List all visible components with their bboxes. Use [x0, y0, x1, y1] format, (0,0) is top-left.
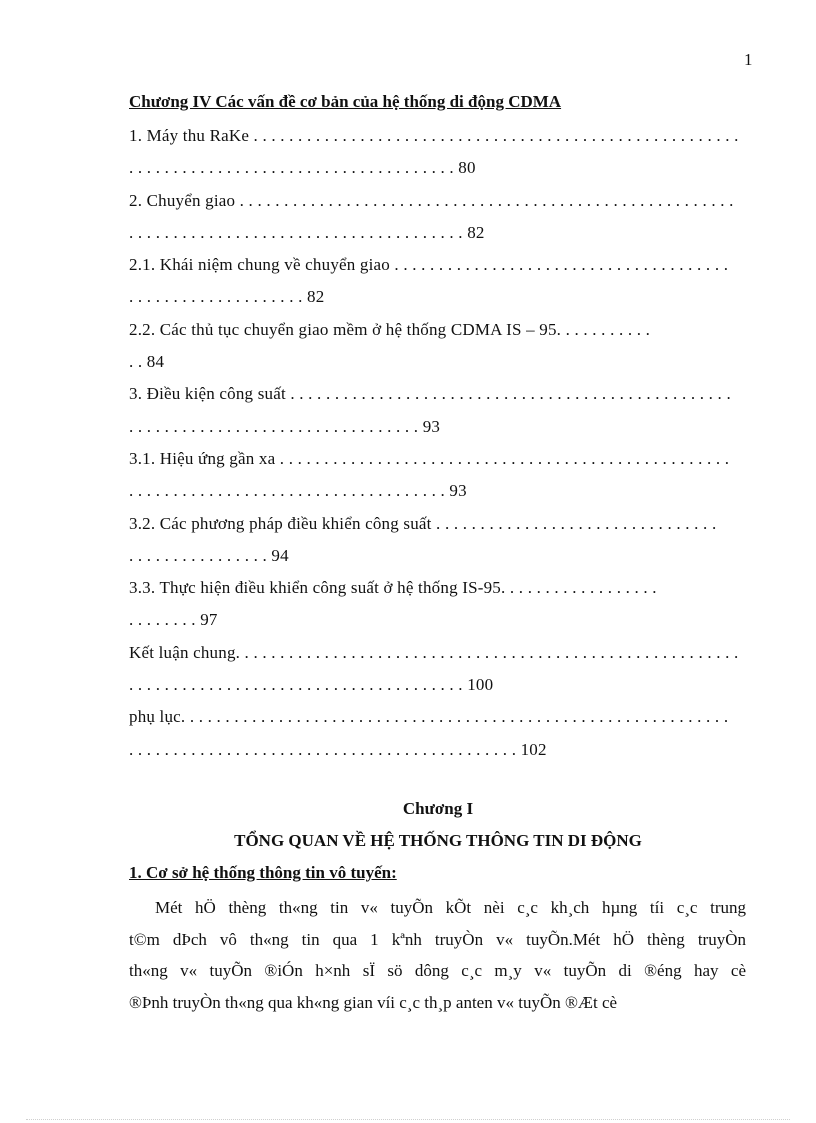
toc-line: 3.2. Các phương pháp điều khiển công suất . . . . . . . . . . . . . . . . . . . . . . . . . . . . . . . . [129, 513, 717, 533]
body-line: ®Þnh truyÒn th«ng qua kh«ng gian víi c¸c th¸p anten v« tuyÕn ®Æt cè [129, 992, 618, 1012]
toc-line: 3.3. Thực hiện điều khiển công suất ở hệ thống IS-95. . . . . . . . . . . . . . . . . . [129, 578, 657, 598]
body-line: th«ng v« tuyÕn ®iÓn h×nh sÏ sö dông c¸c m¸y v« tuyÕn di ®éng hay cè [129, 961, 746, 980]
toc-line: . . . . . . . . . . . . . . . . 94 [129, 545, 289, 565]
toc-line: . . . . . . . . . . . . . . . . . . . . . . . . . . . . . . . . . . . . . . 82 [129, 222, 485, 242]
toc-line: 2.1. Khái niệm chung về chuyển giao . . . . . . . . . . . . . . . . . . . . . . . . . . . . . . . . . . . . . . [129, 255, 729, 275]
toc-line: 3.1. Hiệu ứng gần xa . . . . . . . . . . . . . . . . . . . . . . . . . . . . . . . . . . . . . . . . . . . . . . . . . . . [129, 448, 730, 468]
toc-line: phụ lục. . . . . . . . . . . . . . . . . . . . . . . . . . . . . . . . . . . . . . . . . . . . . . . . . . . . . . . . . . . . . . [129, 707, 729, 727]
toc-line: . . . . . . . . . . . . . . . . . . . . . . . . . . . . . . . . . . . . . 80 [129, 158, 476, 178]
section-body [129, 892, 746, 1018]
toc-line: . . . . . . . . 97 [129, 610, 218, 630]
toc-line: 2. Chuyển giao . . . . . . . . . . . . . . . . . . . . . . . . . . . . . . . . . . . . . . . . . . . . . . . . . . . . . . . . [129, 190, 734, 210]
body-line: t©m dÞch vô th«ng tin qua 1 kªnh truyÒn v« tuyÕn.Mét hÖ thèng truyÒn [129, 929, 746, 949]
toc-line: . . . . . . . . . . . . . . . . . . . . . . . . . . . . . . . . . . . . . . . . . . . . 102 [129, 739, 547, 759]
toc-line: 2.2. Các thủ tục chuyển giao mềm ở hệ thống CDMA IS – 95. . . . . . . . . . . [129, 319, 651, 339]
toc-line: . . . . . . . . . . . . . . . . . . . . . . . . . . . . . . . . . . . . 93 [129, 481, 467, 501]
page-bottom-divider [26, 1119, 790, 1120]
toc-line: . . 84 [129, 352, 165, 372]
chapter-subtitle: TỔNG QUAN VỀ HỆ THỐNG THÔNG TIN DI ĐỘNG [234, 831, 642, 850]
body-line: Mét hÖ thèng th«ng tin v« tuyÕn kÕt nèi c¸c kh¸ch hµng tíi c¸c trung [155, 898, 746, 917]
toc-line: 3. Điều kiện công suất . . . . . . . . . . . . . . . . . . . . . . . . . . . . . . . . . . . . . . . . . . . . . . . . . . [129, 384, 731, 404]
section-heading: 1. Cơ sở hệ thống thông tin vô tuyến: [129, 863, 397, 882]
toc-heading: Chương IV Các vấn đề cơ bản của hệ thống di động CDMA [129, 92, 562, 111]
toc-line: . . . . . . . . . . . . . . . . . . . . . . . . . . . . . . . . . 93 [129, 416, 441, 436]
toc-line: Kết luận chung. . . . . . . . . . . . . . . . . . . . . . . . . . . . . . . . . . . . . . . . . . . . . . . . . . . . . . . . . [129, 642, 739, 662]
chapter-title: Chương I [402, 799, 474, 818]
toc-line: 1. Máy thu RaKe . . . . . . . . . . . . . . . . . . . . . . . . . . . . . . . . . . . . . . . . . . . . . . . . . . . . . . . [129, 126, 739, 145]
toc-line: . . . . . . . . . . . . . . . . . . . . 82 [129, 287, 325, 307]
table-of-contents [129, 120, 746, 766]
page-number: 1 [744, 50, 753, 69]
toc-line: . . . . . . . . . . . . . . . . . . . . . . . . . . . . . . . . . . . . . . 100 [129, 675, 494, 695]
